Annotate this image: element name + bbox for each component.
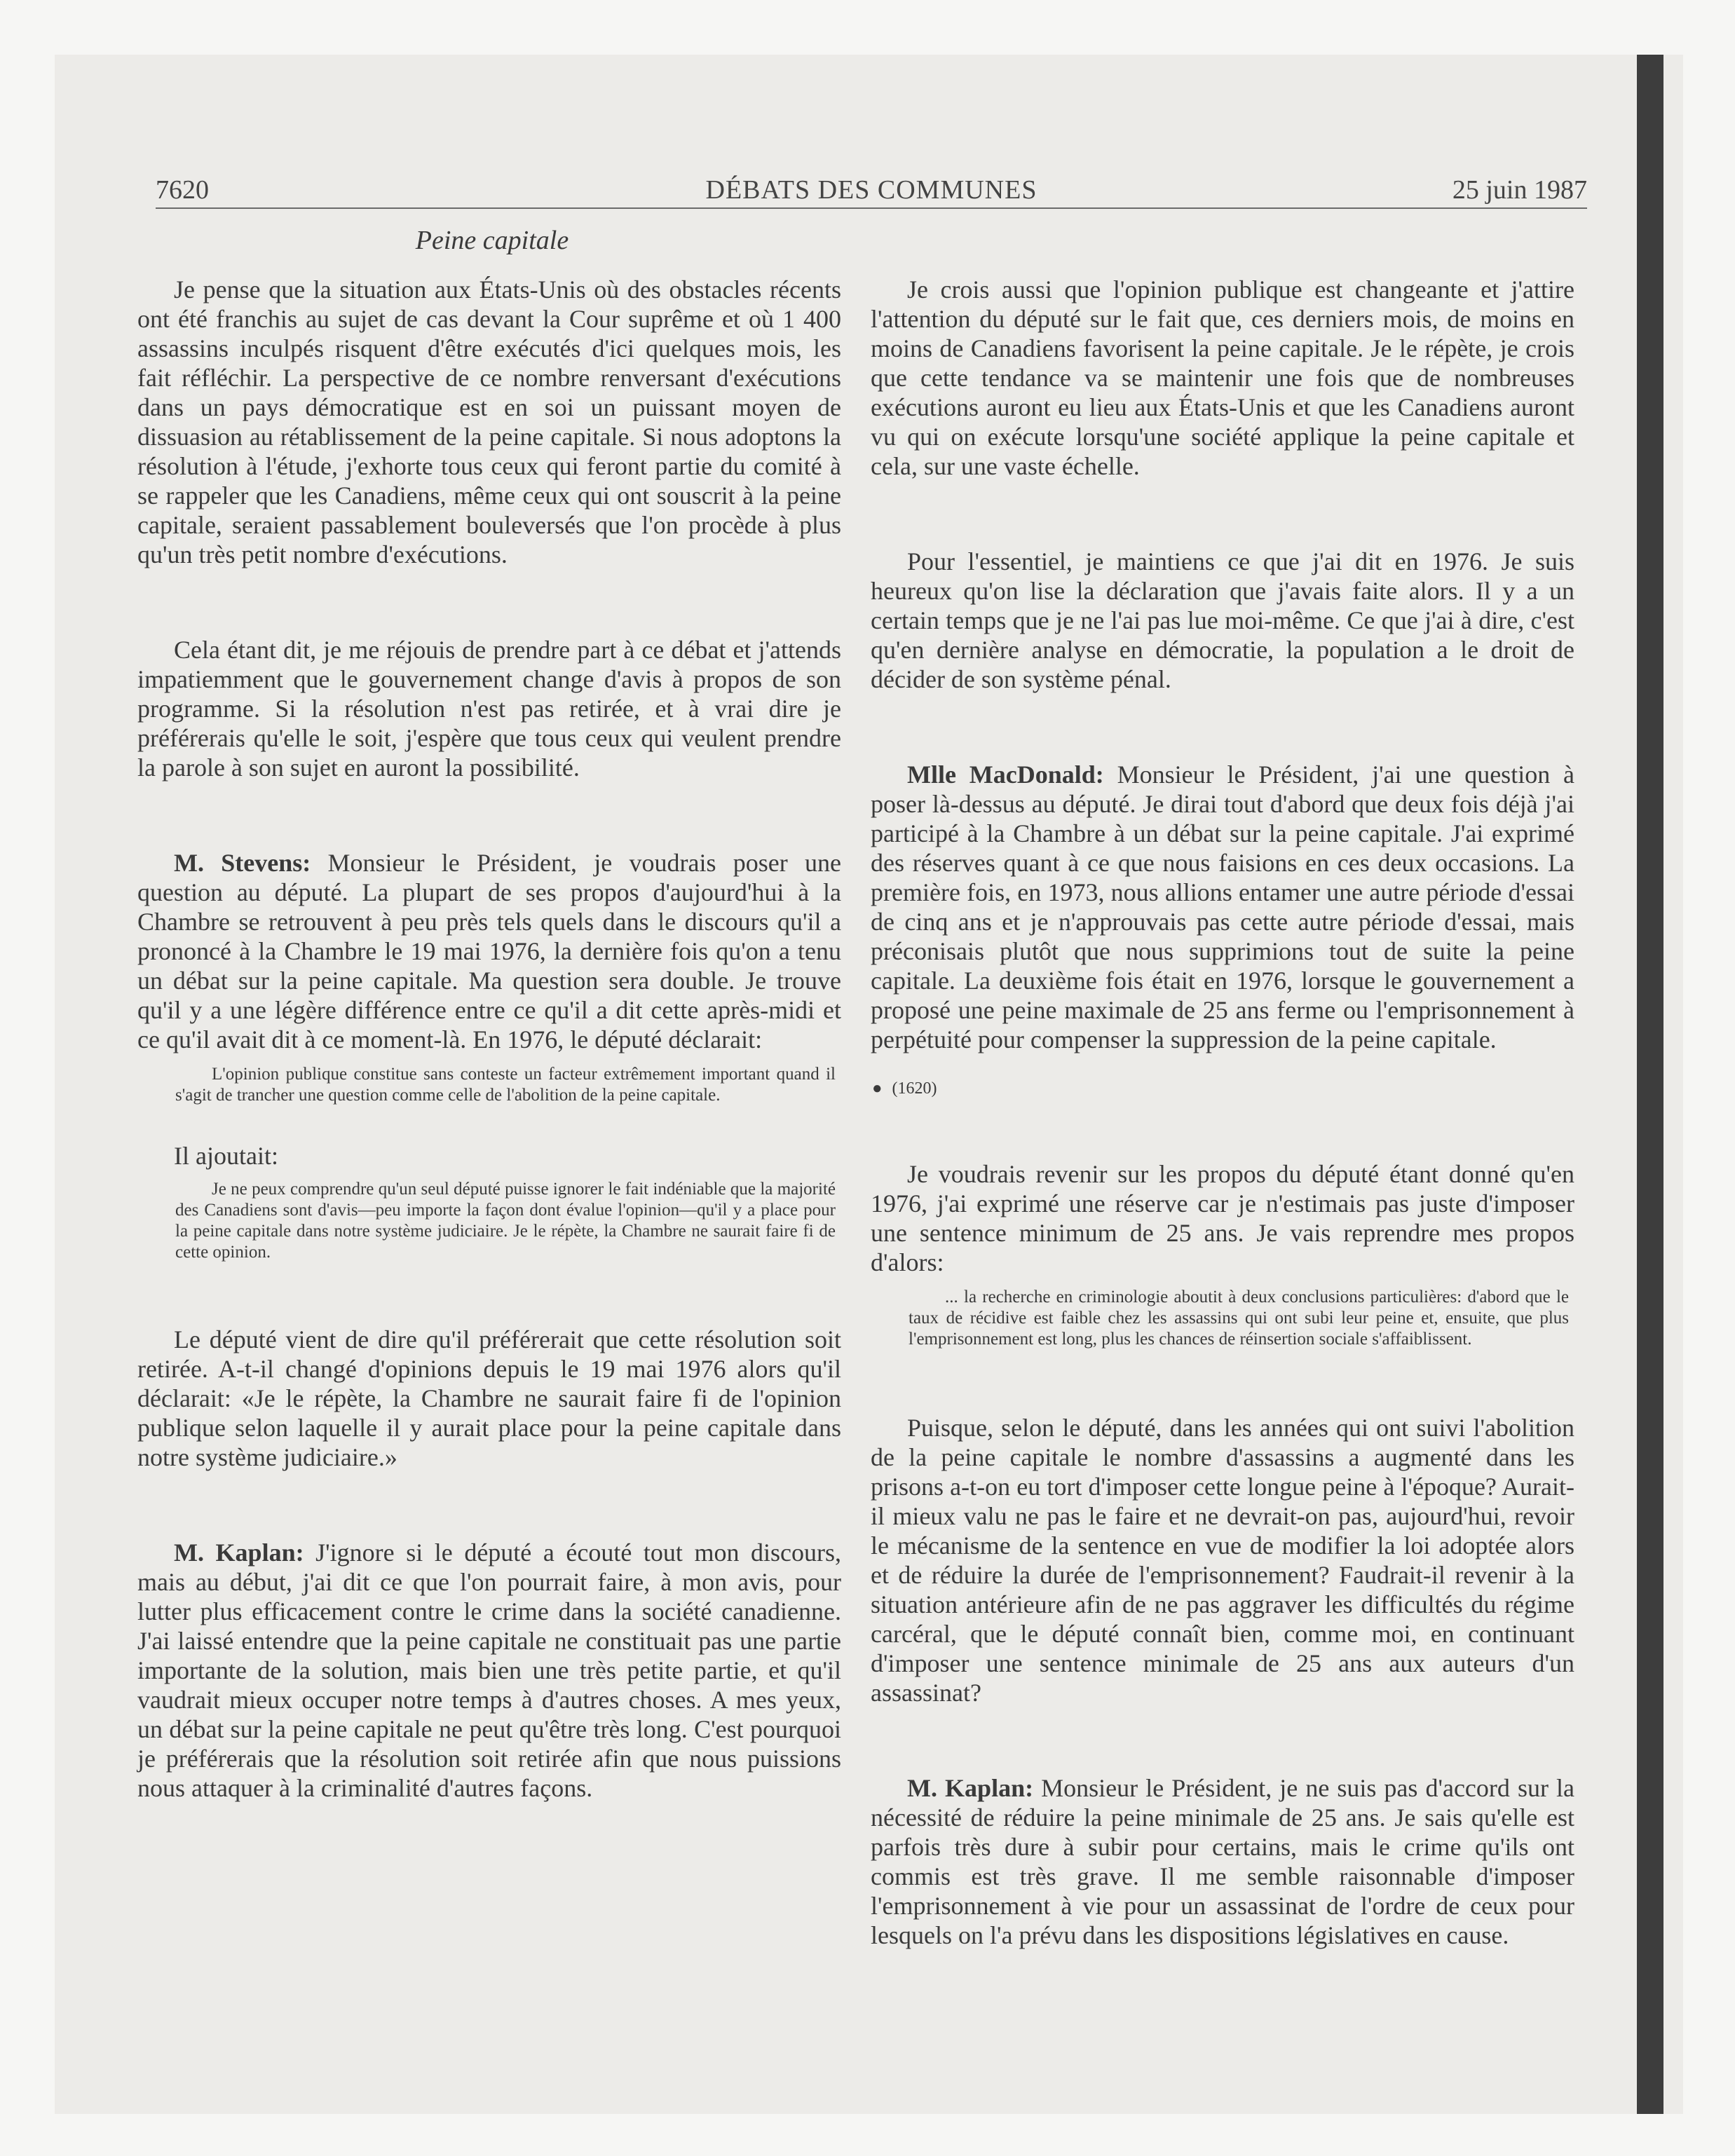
paragraph: Il ajoutait: [174, 1142, 278, 1170]
speech-paragraph [137, 1538, 841, 1803]
scan-edge-shadow [1637, 55, 1663, 2114]
speech-paragraph [871, 760, 1574, 1054]
speech-paragraph [871, 1773, 1574, 1950]
paragraph: Puisque, selon le député, dans les années qui ont suivi l'abolition de la peine capitale le nombre d'assassins a augmenté dans les prisons a-t-on eu tort d'imposer cette longue peine à l'époque? Aurait-il mieux valu ne pas le faire et ne devrait-on pas, aujourd'hui, revoir le mécanisme de la sentence en vue de modifier la loi adoptée alors et de réduire la durée de l'emprisonnement? Faudrait-il revenir à la situation antérieure afin de ne pas aggraver les difficultés du régime carcéral, que le député connaît bien, comme moi, en continuant d'imposer une sentence minimale de 25 ans aux auteurs d'un assassinat? [871, 1414, 1574, 1707]
speaker-name: M. Stevens: [174, 849, 311, 877]
section-title: Peine capitale [415, 226, 569, 255]
block-quote: Je ne peux comprendre qu'un seul député puisse ignorer le fait indéniable que la majorité des Canadiens sont d'avis—peu importe la façon dont évalue l'opinion—qu'il y a place pour la peine capitale dans notre système judiciaire. Je le répète, la Chambre ne saurait faire fi de cette opinion. [175, 1180, 836, 1262]
speech-text: Monsieur le Président, j'ai une question à poser là-dessus au député. Je dirai tout d'abord que deux fois déjà j'ai participé à la Chambre à un débat sur la peine capitale. J'ai exprimé des réserves quant à ce que nous faisions en ces deux occasions. La première fois, en 1973, nous allions entamer une autre période d'essai de cinq ans et je n'approuvais pas cette autre période d'essai, mais préconisais plutôt que nous supprimions tout de suite la peine capitale. La deuxième fois était en 1976, lorsque le gouvernement a proposé une peine maximale de 25 ans ferme ou l'emprisonnement à perpétuité pour compenser la suppression de la peine capitale. [871, 760, 1575, 1053]
paragraph: Je voudrais revenir sur les propos du député étant donné qu'en 1976, j'ai exprimé une réserve car je n'estimais pas juste d'imposer une sentence minimum de 25 ans. Je vais reprendre mes propos d'alors: [871, 1160, 1574, 1276]
time-marker-text: (1620) [892, 1079, 937, 1098]
page-header [156, 172, 1587, 207]
speaker-name: M. Kaplan: [907, 1774, 1034, 1802]
paragraph: Cela étant dit, je me réjouis de prendre part à ce débat et j'attends impatiemment que le gouvernement change d'avis à propos de son programme. Si la résolution n'est pas retirée, et à vrai dire je préférerais qu'elle le soit, j'espère que tous ceux qui veulent prendre la parole à son sujet en auront la possibilité. [137, 636, 841, 782]
block-quote: L'opinion publique constitue sans conteste un facteur extrêmement important quand il s'agit de trancher une question comme celle de l'abolition de la peine capitale. [175, 1065, 836, 1105]
block-quote: ... la recherche en criminologie aboutit à deux conclusions particulières: d'abord que le taux de récidive est faible chez les assassins qui ont subi leur peine et, ensuite, que plus l'emprisonnement est long, plus les chances de réinsertion sociale s'affaiblissent. [909, 1288, 1569, 1349]
publication-date: 25 juin 1987 [1452, 175, 1587, 205]
header-rule [156, 207, 1587, 209]
paragraph: Le député vient de dire qu'il préférerait que cette résolution soit retirée. A-t-il changé d'opinions depuis le 19 mai 1976 alors qu'il déclarait: «Je le répète, la Chambre ne saurait faire fi de l'opinion publique selon laquelle il y aurait place pour la peine capitale dans notre système judiciaire.» [137, 1325, 841, 1471]
time-marker [871, 1078, 1574, 1099]
publication-title: DÉBATS DES COMMUNES [705, 175, 1037, 205]
paragraph: Je pense que la situation aux États-Unis où des obstacles récents ont été franchis au sujet de cas devant la Cour suprême et où 1 400 assassins inculpés risquent d'être exécutés d'ici quelques mois, les fait réfléchir. La perspective de ce nombre renversant d'exécutions dans un pays démocratique est en soi un puissant moyen de dissuasion au rétablissement de la peine capitale. Si nous adoptons la résolution à l'étude, j'exhorte tous ceux qui feront partie du comité à se rappeler que les Canadiens, même ceux qui ont souscrit à la peine capitale, seraient passablement bouleversés que l'on procède à plus qu'un très petit nombre d'exécutions. [137, 275, 841, 568]
right-column [871, 275, 1574, 1950]
speaker-name: M. Kaplan: [174, 1538, 304, 1567]
bullet-icon: ● [872, 1079, 883, 1098]
speech-text: Monsieur le Président, je ne suis pas d'accord sur la nécessité de réduire la peine minimale de 25 ans. Je sais qu'elle est parfois très dure à subir pour certains, mais le crime qu'ils ont commis est très grave. Il me semble raisonnable d'imposer l'emprisonnement à vie pour un assassinat de l'ordre de ceux pour lesquels on l'a prévu dans les dispositions législatives en cause. [871, 1774, 1574, 1949]
speech-text: Monsieur le Président, je voudrais poser une question au député. La plupart de ses propos d'aujourd'hui à la Chambre se retrouvent à peu près tels quels dans le discours qu'il a prononcé à la Chambre le 19 mai 1976, la dernière fois qu'on a tenu un débat sur la peine capitale. Ma question sera double. Je trouve qu'il y a une légère différence entre ce qu'il a dit cette après-midi et ce qu'il avait dit à ce moment-là. En 1976, le député déclarait: [137, 849, 841, 1053]
speech-text: J'ignore si le député a écouté tout mon discours, mais au début, j'ai dit ce que l'on pourrait faire, à mon avis, pour lutter plus efficacement contre le crime dans la société canadienne. J'ai laissé entendre que la peine capitale ne constituait pas une partie importante de la solution, mais bien une très petite partie, et qu'il vaudrait mieux occuper notre temps à d'autres choses. A mes yeux, un débat sur la peine capitale ne peut qu'être très long. C'est pourquoi je préférerais que la résolution soit retirée afin que nous puissions nous attaquer à la criminalité d'autres façons. [137, 1538, 842, 1802]
speech-paragraph [137, 848, 841, 1054]
paragraph: Pour l'essentiel, je maintiens ce que j'ai dit en 1976. Je suis heureux qu'on lise la déclaration que j'avais faite alors. Il y a un certain temps que je ne l'ai pas lue moi-même. Ce que j'ai à dire, c'est qu'en dernière analyse en démocratie, la population a le droit de décider de son système pénal. [871, 547, 1574, 693]
left-column [137, 275, 841, 1803]
paragraph: Je crois aussi que l'opinion publique est changeante et j'attire l'attention du député sur le fait que, ces derniers mois, de moins en moins de Canadiens favorisent la peine capitale. Je le répète, je crois que cette tendance va se maintenir une fois que de nombreuses exécutions auront eu lieu aux États-Unis et que les Canadiens auront vu qui on exécute lorsqu'une société applique la peine capitale et cela, sur une vaste échelle. [871, 275, 1574, 480]
speaker-name: Mlle MacDonald: [907, 760, 1104, 789]
page-number: 7620 [156, 175, 209, 205]
